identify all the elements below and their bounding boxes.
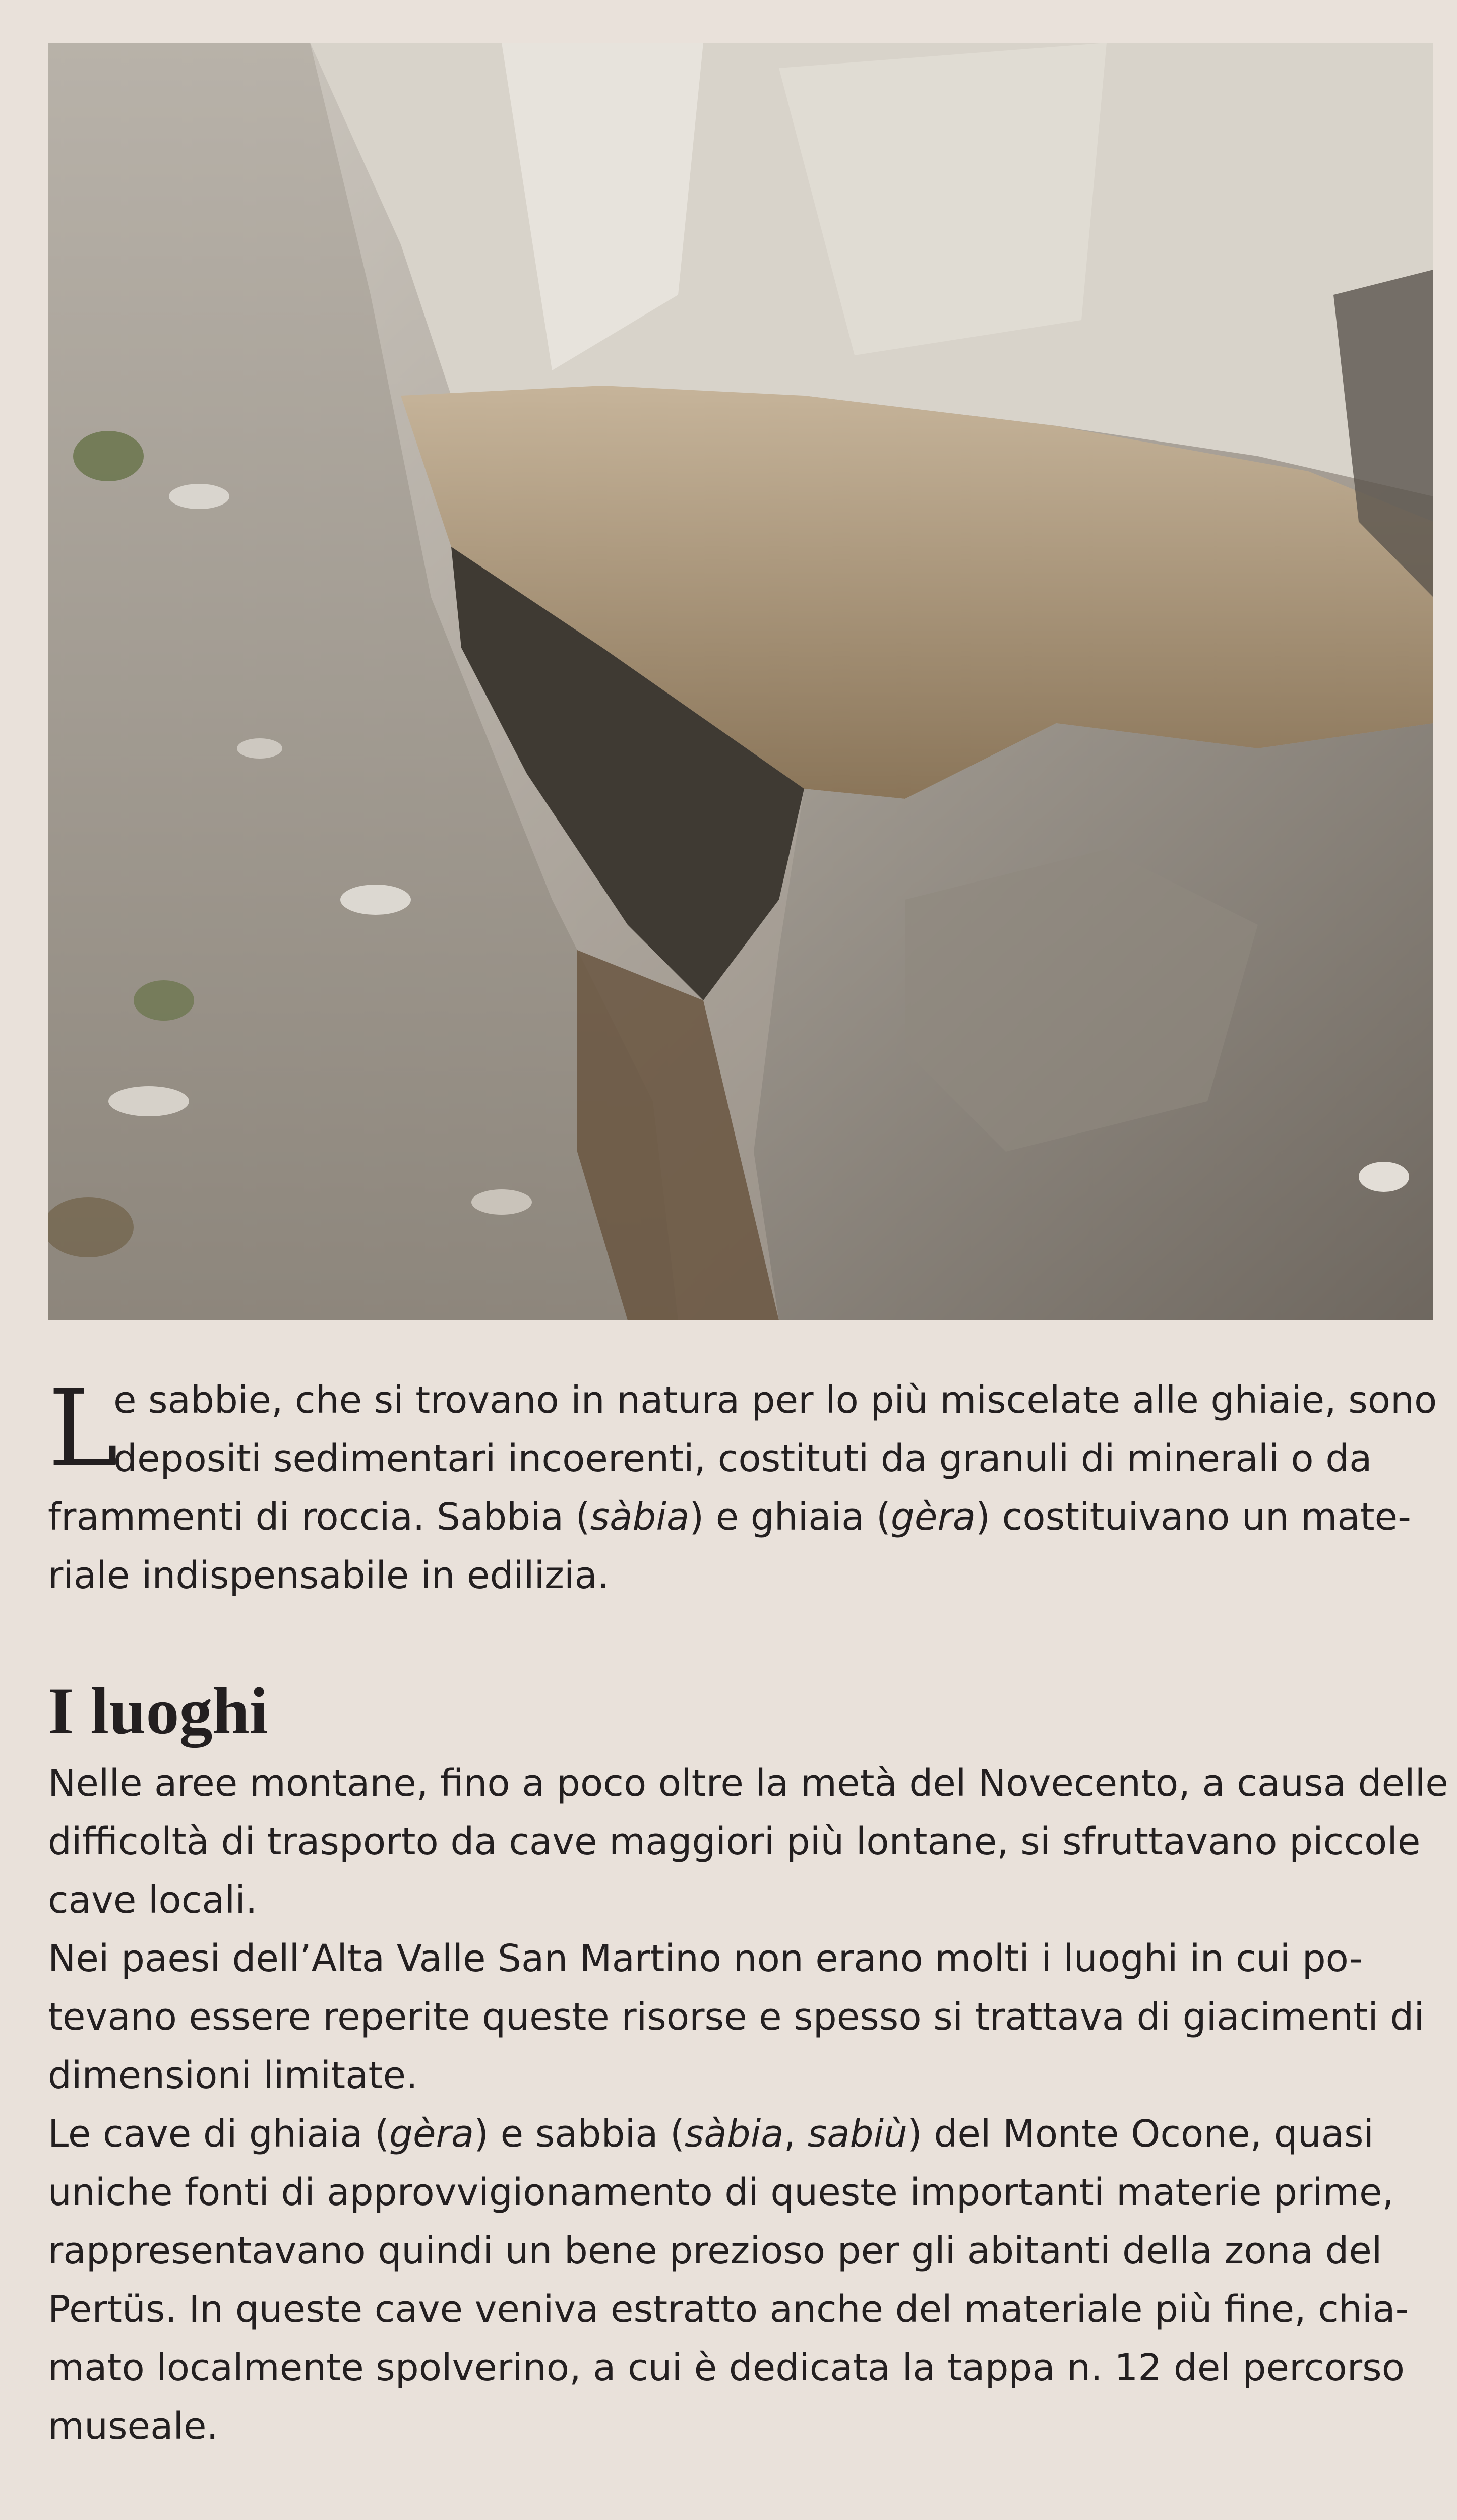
luoghi-line: Nei paesi dell’Alta Valle San Martino non erano molti i luoghi in cui po-: [48, 1937, 1363, 1980]
intro-line-2: depositi sedimentari incoerenti, costituti da granuli di minerali o da: [113, 1437, 1372, 1480]
luoghi-line: tevano essere reperite queste risorse e spesso si trattava di giacimenti di: [48, 1995, 1424, 2039]
luoghi-line: museale.: [48, 2405, 219, 2448]
luoghi-line: uniche fonti di approvvigionamento di queste importanti materie prime,: [48, 2171, 1394, 2214]
luoghi-paragraph: [48, 1754, 1448, 2455]
luoghi-line: rappresentavano quindi un bene prezioso per gli abitanti della zona del: [48, 2229, 1382, 2273]
luoghi-line: mato localmente spolverino, a cui è dedicata la tappa n. 12 del percorso: [48, 2346, 1405, 2389]
luoghi-line: difficoltà di trasporto da cave maggiori più lontane, si sfruttavano piccole: [48, 1820, 1421, 1863]
intro-line-4: riale indispensabile in edilizia.: [48, 1554, 610, 1597]
luoghi-line: dimensioni limitate.: [48, 2054, 418, 2097]
rock-photo-illustration: [48, 43, 1433, 1320]
intro-line-1: e sabbie, che si trovano in natura per lo più miscelate alle ghiaie, sono: [113, 1378, 1437, 1422]
intro-line-3: frammenti di roccia. Sabbia (sàbia) e ghiaia (gèra) costituivano un mate-: [48, 1495, 1411, 1539]
luoghi-line: Pertüs. In queste cave veniva estratto anche del materiale più fine, chia-: [48, 2288, 1409, 2331]
heading-luoghi: I luoghi: [48, 1674, 268, 1748]
rock-outcrop-photo: [48, 43, 1433, 1320]
luoghi-line: Nelle aree montane, fino a poco oltre la metà del Novecento, a causa delle: [48, 1761, 1448, 1805]
intro-paragraph: [48, 1367, 1437, 1605]
luoghi-line: Le cave di ghiaia (gèra) e sabbia (sàbia, sabiù) del Monte Ocone, quasi: [48, 2112, 1374, 2156]
luoghi-line: cave locali.: [48, 1878, 258, 1922]
drop-cap: L: [48, 1367, 118, 1490]
